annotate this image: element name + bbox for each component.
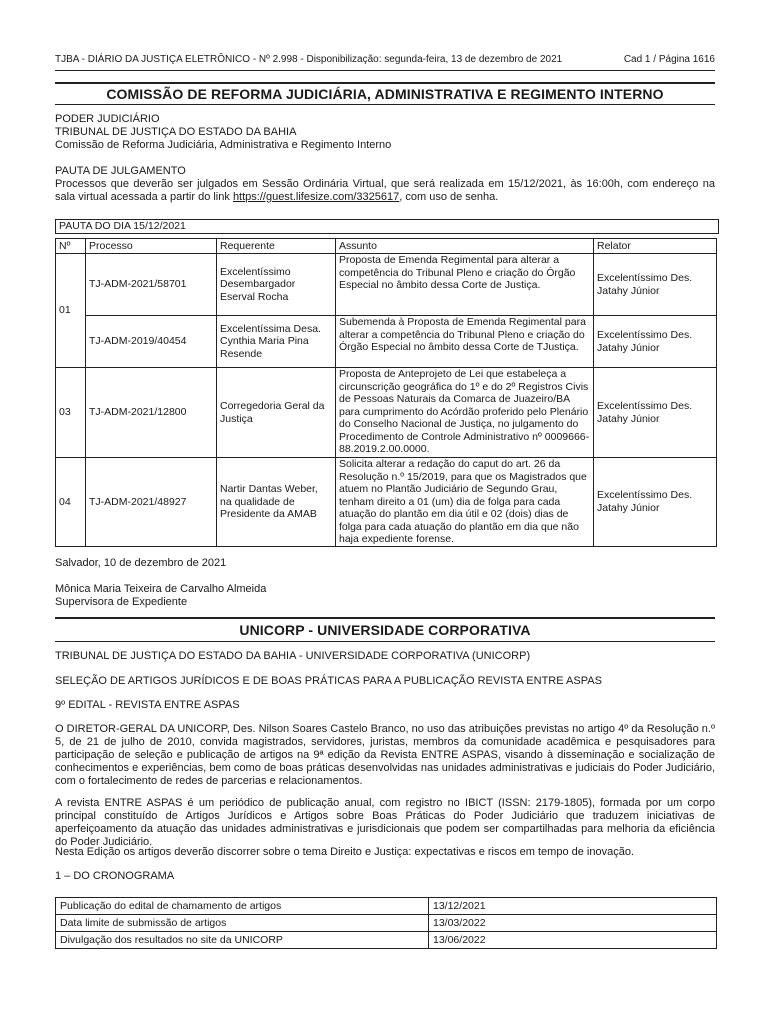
table-row	[56, 932, 717, 949]
pauta-day-title: PAUTA DO DIA 15/12/2021	[55, 219, 719, 234]
col-header-assunto: Assunto	[336, 239, 594, 254]
cronograma-item: Data limite de submissão de artigos	[56, 915, 429, 932]
cell-processo: TJ-ADM-2021/12800	[86, 368, 217, 458]
cell-num: 03	[56, 368, 86, 458]
table-row	[56, 316, 717, 368]
table-row	[56, 254, 717, 316]
unicorp-paragraph-1: O DIRETOR-GERAL DA UNICORP, Des. Nilson Soares Castelo Branco, no uso das atribuições previstas no artigo 4º da Resolução n.º 5, de 21 de julho de 2010, convida magistrados, servidores, juristas, membros da comunidade acadêmica e pesquisadores para participação de seleção e publicação de artigos na 9ª edição da Revista ENTRE ASPAS, visando à disseminação e socialização de conhecimentos e experiências, bem como de boas práticas desenvolvidas nas unidades administrativas e judiciais do Poder Judiciário, com o fortalecimento de redes de parcerias e relacionamentos.	[55, 723, 715, 787]
table-row	[56, 458, 717, 547]
col-header-requerente: Requerente	[217, 239, 336, 254]
cell-requerente: Corregedoria Geral da Justiça	[217, 368, 336, 458]
pauta-heading: PAUTA DE JULGAMENTO	[55, 165, 186, 177]
cronograma-date: 13/03/2022	[429, 915, 717, 932]
cronograma-date: 13/12/2021	[429, 898, 717, 915]
cell-num: 04	[56, 458, 86, 547]
unicorp-divider-bottom	[55, 641, 715, 642]
commission-section-title: COMISSÃO DE REFORMA JUDICIÁRIA, ADMINISTRATIVA E REGIMENTO INTERNO	[106, 86, 664, 102]
cell-relator: Excelentíssimo Des. Jatahy Júnior	[594, 316, 717, 368]
col-header-processo: Processo	[86, 239, 217, 254]
cell-relator: Excelentíssimo Des. Jatahy Júnior	[594, 254, 717, 316]
commission-org-block	[55, 113, 715, 152]
cell-requerente: Excelentíssima Desa. Cynthia Maria Pina Resende	[217, 316, 336, 368]
section-divider-bottom	[55, 104, 715, 105]
unicorp-line-2: SELEÇÃO DE ARTIGOS JURÍDICOS E DE BOAS PRÁTICAS PARA A PUBLICAÇÃO REVISTA ENTRE ASPAS	[55, 675, 602, 687]
running-header	[55, 53, 715, 67]
org-line-1: PODER JUDICIÁRIO	[55, 113, 160, 125]
pauta-table	[55, 238, 717, 547]
virtual-room-link[interactable]: https://guest.lifesize.com/3325617	[232, 191, 400, 203]
unicorp-line-1: TRIBUNAL DE JUSTIÇA DO ESTADO DA BAHIA - UNIVERSIDADE CORPORATIVA (UNICORP)	[55, 650, 531, 662]
intro-text-part2: , com uso de senha.	[399, 191, 499, 203]
unicorp-paragraph-3: Nesta Edição os artigos deverão discorrer sobre o tema Direito e Justiça: expectativas e riscos em tempo de inovação.	[55, 846, 634, 858]
unicorp-edital-title: 9º EDITAL - REVISTA ENTRE ASPAS	[55, 699, 240, 711]
header-divider	[55, 70, 715, 71]
org-line-2: TRIBUNAL DE JUSTIÇA DO ESTADO DA BAHIA	[55, 126, 297, 138]
pauta-header-row	[56, 239, 717, 254]
signer-role: Supervisora de Expediente	[55, 596, 188, 608]
cell-num: 01	[56, 254, 86, 368]
cell-requerente: Nartir Dantas Weber, na qualidade de Presidente da AMAB	[217, 458, 336, 547]
cell-processo: TJ-ADM-2019/40454	[86, 316, 217, 368]
unicorp-section-title: UNICORP - UNIVERSIDADE CORPORATIVA	[239, 622, 531, 638]
place-date: Salvador, 10 de dezembro de 2021	[55, 557, 227, 569]
pauta-intro-block	[55, 165, 715, 204]
cronograma-heading: 1 – DO CRONOGRAMA	[55, 870, 175, 882]
pauta-intro-text	[55, 178, 715, 204]
cell-assunto: Proposta de Emenda Regimental para alterar a competência do Tribunal Pleno e criação do Órgão Especial no âmbito dessa Corte de Justiça.	[336, 254, 594, 316]
col-header-relator: Relator	[594, 239, 717, 254]
cell-processo: TJ-ADM-2021/58701	[86, 254, 217, 316]
cronograma-table	[55, 897, 717, 949]
unicorp-divider-top	[55, 617, 715, 619]
signature-block	[55, 583, 715, 609]
intro-text-part1: Processos que deverão ser julgados em Sessão Ordinária Virtual, que será realizada em 15/12/2021, às 16:00h, com endereço na sala virtual acessada a partir do link	[55, 178, 715, 203]
table-row	[56, 915, 717, 932]
cell-relator: Excelentíssimo Des. Jatahy Júnior	[594, 368, 717, 458]
org-line-3: Comissão de Reforma Judiciária, Administrativa e Regimento Interno	[55, 139, 392, 151]
header-journal-info: TJBA - DIÁRIO DA JUSTIÇA ELETRÔNICO - Nº 2.998 - Disponibilização: segunda-feira, 13 de dezembro de 2021	[55, 54, 563, 65]
cronograma-item: Publicação do edital de chamamento de artigos	[56, 898, 429, 915]
cell-relator: Excelentíssimo Des. Jatahy Júnior	[594, 458, 717, 547]
cell-processo: TJ-ADM-2021/48927	[86, 458, 217, 547]
header-page-number: Cad 1 / Página 1616	[623, 54, 715, 65]
col-header-num: Nº	[56, 239, 86, 254]
cronograma-item: Divulgação dos resultados no site da UNICORP	[56, 932, 429, 949]
table-row	[56, 898, 717, 915]
cell-assunto: Solicita alterar a redação do caput do art. 26 da Resolução n.º 15/2019, para que os Magistrados que atuem no Plantão Judiciário de Segundo Grau, tenham direito a 01 (um) dia de folga para cada atuação do plantão em dia útil e 02 (dois) dias de folga para cada atuação do plantão em dia que não haja expediente forense.	[336, 458, 594, 547]
table-row	[56, 368, 717, 458]
section-divider-top	[55, 82, 715, 84]
signer-name: Mônica Maria Teixeira de Carvalho Almeida	[55, 583, 267, 595]
cell-assunto: Proposta de Anteprojeto de Lei que estabeleça a circunscrição geográfica do 1º e do 2º Registros Civis de Pessoas Naturais da Comarca de Juazeiro/BA para cumprimento do Acórdão proferido pelo Plenário do Conselho Nacional de Justiça, no julgamento do Procedimento de Controle Administrativo nº 0009666-88.2019.2.00.0000.	[336, 368, 594, 458]
cell-requerente: Excelentíssimo Desembargador Eserval Rocha	[217, 254, 336, 316]
unicorp-paragraph-2: A revista ENTRE ASPAS é um periódico de publicação anual, com registro no IBICT (ISSN: 2179-1805), formada por um corpo principal constituído de Artigos Jurídicos e Artigos sobre Boas Práticas do Poder Judiciário que traduzem iniciativas de aperfeiçoamento da atuação das unidades administrativas e jurisdicionais que podem ser compartilhadas para melhoria da eficiência do Poder Judiciário.	[55, 797, 715, 848]
cell-assunto: Subemenda à Proposta de Emenda Regimental para alterar a competência do Tribunal Pleno e criação do Órgão Especial no âmbito dessa Corte de TJustiça.	[336, 316, 594, 368]
cronograma-date: 13/06/2022	[429, 932, 717, 949]
